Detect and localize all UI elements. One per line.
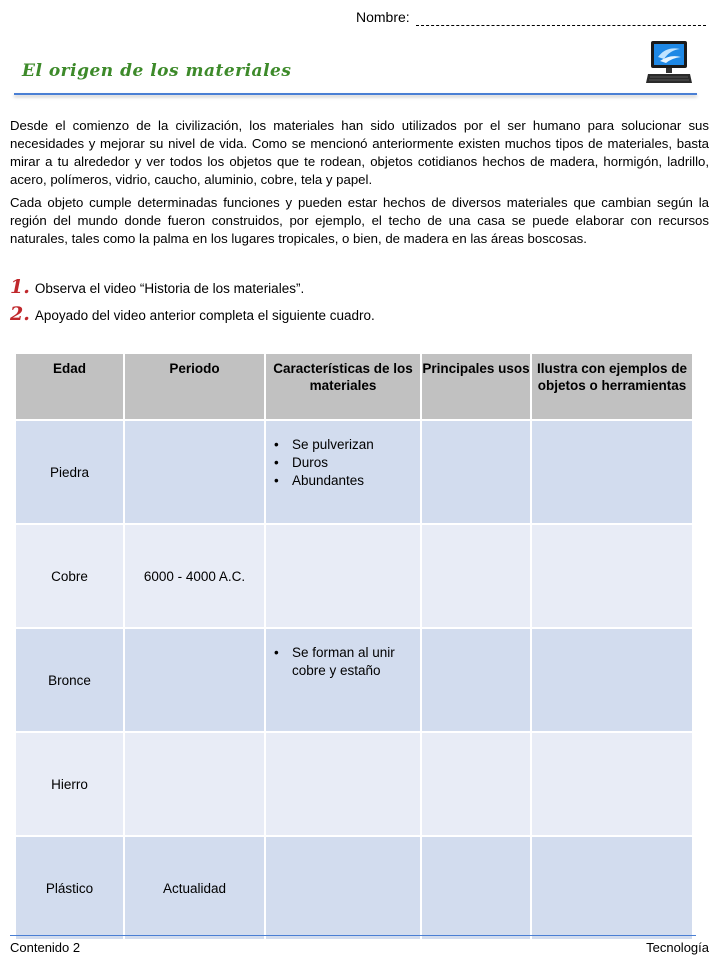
cell-edad: Plástico [15, 836, 124, 940]
list-item: • Abundantes [292, 472, 420, 490]
cell-periodo: Actualidad [124, 836, 265, 940]
cell-usos[interactable] [421, 628, 531, 732]
table-row [15, 420, 693, 524]
footer-subject-label: Tecnología [646, 940, 709, 955]
cell-usos[interactable] [421, 836, 531, 940]
cell-caracteristicas[interactable] [265, 628, 421, 732]
header-usos: Principales usos [421, 353, 531, 420]
cell-usos[interactable] [421, 524, 531, 628]
cell-caracteristicas[interactable] [265, 420, 421, 524]
step-number: 2. [10, 303, 30, 325]
header-edad: Edad [15, 353, 124, 420]
footer-divider [10, 935, 696, 936]
cell-ejemplos[interactable] [531, 420, 693, 524]
cell-edad: Cobre [15, 524, 124, 628]
step-1 [10, 276, 304, 298]
footer-content-label: Contenido 2 [10, 940, 81, 955]
cell-ejemplos[interactable] [531, 836, 693, 940]
computer-icon [646, 40, 692, 84]
page-title: El origen de los materiales [22, 61, 292, 81]
cell-usos[interactable] [421, 732, 531, 836]
name-line[interactable] [416, 25, 706, 26]
table-row [15, 836, 693, 940]
list-item: • Se forman al unir cobre y estaño [292, 644, 420, 680]
cell-ejemplos[interactable] [531, 628, 693, 732]
cell-periodo: 6000 - 4000 A.C. [124, 524, 265, 628]
step-text: Observa el video “Historia de los materiales”. [34, 281, 305, 296]
intro-paragraph-1: Desde el comienzo de la civilización, los materiales han sido utilizados por el ser humano para solucionar sus necesidades y mejorar su nivel de vida. Como se mencionó anteriormente existen muchos tipos de materiales, basta mirar a tu alrededor y ver todos los objetos que te rodean, objetos cotidianos hechos de madera, hormigón, ladrillo, acero, polímeros, vidrio, caucho, aluminio, cobre, tela y papel. [10, 118, 709, 187]
cell-caracteristicas[interactable] [265, 732, 421, 836]
table-row [15, 524, 693, 628]
cell-periodo[interactable] [124, 628, 265, 732]
intro-paragraph-2: Cada objeto cumple determinadas funciones y pueden estar hechos de diversos materiales que cambian según la región del mundo donde fueron construidos, por ejemplo, el techo de una casa se puede elaborar con recursos naturales, tales como la palma en los lugares tropicales, o bien, de madera en las áreas boscosas. [10, 195, 709, 246]
cell-ejemplos[interactable] [531, 732, 693, 836]
step-text: Apoyado del video anterior completa el siguiente cuadro. [34, 308, 375, 323]
cell-caracteristicas[interactable] [265, 836, 421, 940]
step-2 [10, 303, 375, 325]
table-row [15, 628, 693, 732]
cell-edad: Piedra [15, 420, 124, 524]
cell-periodo[interactable] [124, 420, 265, 524]
header-ejemplos: Ilustra con ejemplos de objetos o herramientas [531, 353, 693, 420]
materials-table [14, 352, 694, 941]
title-divider [14, 93, 697, 95]
list-item: • Se pulverizan [292, 436, 420, 454]
cell-periodo[interactable] [124, 732, 265, 836]
table-row [15, 732, 693, 836]
step-number: 1. [10, 276, 30, 298]
cell-edad: Bronce [15, 628, 124, 732]
list-item: • Duros [292, 454, 420, 472]
name-label: Nombre: [356, 9, 410, 25]
header-periodo: Periodo [124, 353, 265, 420]
cell-edad: Hierro [15, 732, 124, 836]
cell-ejemplos[interactable] [531, 524, 693, 628]
cell-usos[interactable] [421, 420, 531, 524]
table-header-row [15, 353, 693, 420]
header-caracteristicas: Características de los materiales [265, 353, 421, 420]
cell-caracteristicas[interactable] [265, 524, 421, 628]
